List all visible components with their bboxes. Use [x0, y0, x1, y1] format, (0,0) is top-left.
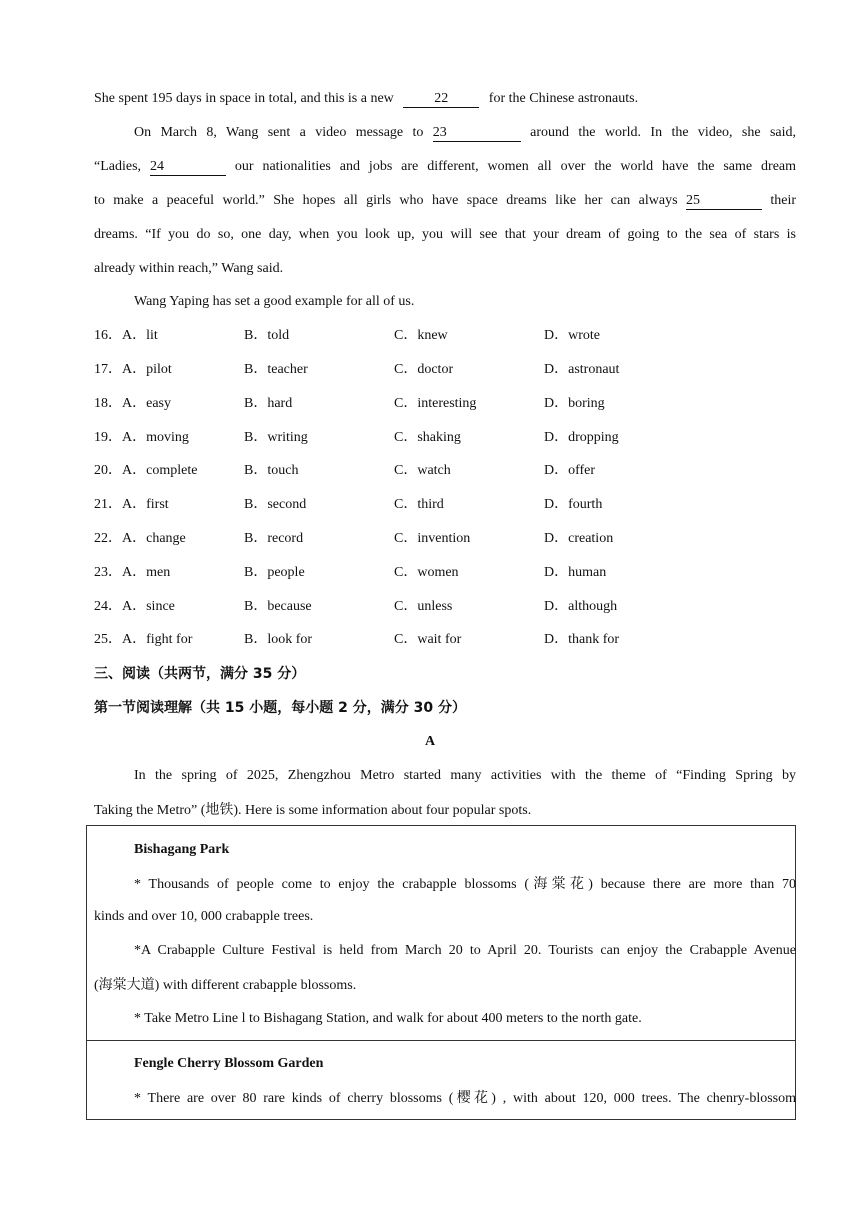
spot-detail-line: *A Crabapple Culture Festival is held from March 20 to April 20. Tourists can enjoy the Crabapple Avenue	[134, 943, 796, 958]
passage-text: their	[770, 193, 797, 208]
part-title: A	[424, 734, 436, 749]
option-d: D．boring	[544, 396, 605, 411]
passage-line-1	[94, 89, 796, 109]
option-d: D．fourth	[544, 497, 603, 512]
spot-detail-line	[94, 874, 796, 895]
option-c: C．watch	[394, 463, 451, 478]
question-20-options	[94, 461, 796, 481]
option-a: 22．A．change	[94, 531, 186, 546]
option-c: C．wait for	[394, 632, 462, 647]
intro-line-2	[94, 800, 796, 821]
option-d: D．creation	[544, 531, 614, 546]
option-d: D．thank for	[544, 632, 620, 647]
option-c: C．women	[394, 565, 459, 580]
option-b: B．because	[244, 599, 312, 614]
passage-line-4	[94, 191, 796, 211]
passage-line-6: already within reach,” Wang said.	[94, 261, 284, 276]
passage-text: She spent 195 days in space in total, and this is a new	[94, 91, 394, 106]
option-c: C．knew	[394, 328, 448, 343]
question-23-options	[94, 563, 796, 583]
blank-25: 25	[686, 193, 762, 210]
option-c: C．invention	[394, 531, 471, 546]
option-b: B．look for	[244, 632, 313, 647]
option-a: 23．A．men	[94, 565, 171, 580]
intro-text: Taking the Metro” (	[94, 803, 206, 818]
spot-detail-line	[94, 975, 796, 996]
spot-text: ) because there are more than 70	[588, 877, 796, 892]
option-a: 17．A．pilot	[94, 362, 172, 377]
option-b: B．writing	[244, 430, 308, 445]
spot-text: ) with different crabapple blossoms.	[154, 978, 357, 993]
spot-title-bishagang-park: Bishagang Park	[134, 842, 230, 857]
question-24-options	[94, 597, 796, 617]
option-d: D．dropping	[544, 430, 619, 445]
passage-line-3	[94, 157, 796, 177]
question-22-options	[94, 529, 796, 549]
option-d: D．although	[544, 599, 618, 614]
passage-text: our nationalities and jobs are different, women all over the world have the same dream	[234, 159, 797, 174]
passage-text: “Ladies,	[94, 159, 142, 174]
option-c: C．doctor	[394, 362, 454, 377]
passage-line-7: Wang Yaping has set a good example for all of us.	[134, 294, 415, 309]
option-a: 21．A．first	[94, 497, 169, 512]
question-16-options	[94, 326, 796, 346]
option-a: 16．A．lit	[94, 328, 158, 343]
option-b: B．told	[244, 328, 290, 343]
blank-23: 23	[433, 125, 521, 142]
passage-text: for the Chinese astronauts.	[488, 91, 639, 106]
blank-24: 24	[150, 159, 226, 176]
option-c: C．third	[394, 497, 444, 512]
passage-text: around the world. In the video, she said,	[530, 125, 796, 140]
option-b: B．people	[244, 565, 305, 580]
spot-text: * There are over 80 rare kinds of cherry blossoms (	[134, 1091, 454, 1106]
question-19-options	[94, 428, 796, 448]
question-17-options	[94, 360, 796, 380]
section-heading: 三、阅读（共两节，满分 35 分）	[94, 666, 306, 682]
option-d: D．astronaut	[544, 362, 620, 377]
intro-cjk-gloss: 地铁	[205, 802, 234, 818]
spot-detail-line: * Take Metro Line l to Bishagang Station, and walk for about 400 meters to the north gate.	[134, 1011, 642, 1026]
option-a: 19．A．moving	[94, 430, 189, 445]
spot-text: (	[94, 978, 99, 993]
option-d: D．wrote	[544, 328, 600, 343]
spot-cjk-gloss: 海棠大道	[98, 977, 155, 993]
passage-text: On March 8, Wang sent a video message to	[134, 125, 424, 140]
option-a: 24．A．since	[94, 599, 175, 614]
option-b: B．hard	[244, 396, 293, 411]
option-c: C．interesting	[394, 396, 477, 411]
spot-text: ) , with about 120, 000 trees. The chenry-blossom	[491, 1091, 797, 1106]
option-c: C．shaking	[394, 430, 461, 445]
passage-line-5: dreams. “If you do so, one day, when you look up, you will see that your dream of going to the sea of stars is	[94, 227, 796, 242]
option-a: 18．A．easy	[94, 396, 171, 411]
option-c: C．unless	[394, 599, 453, 614]
option-d: D．offer	[544, 463, 596, 478]
spot-title-fengle-garden: Fengle Cherry Blossom Garden	[134, 1056, 324, 1071]
option-b: B．second	[244, 497, 307, 512]
intro-line-1: In the spring of 2025, Zhengzhou Metro started many activities with the theme of “Finding Spring by	[134, 768, 796, 783]
option-b: B．touch	[244, 463, 299, 478]
intro-text: ). Here is some information about four popular spots.	[233, 803, 532, 818]
section-subheading: 第一节阅读理解（共 15 小题，每小题 2 分，满分 30 分）	[94, 700, 466, 716]
question-18-options	[94, 394, 796, 414]
spot-cjk-gloss: 樱花	[453, 1090, 492, 1106]
passage-line-2	[94, 123, 796, 143]
option-d: D．human	[544, 565, 607, 580]
option-a: 20．A．complete	[94, 463, 198, 478]
passage-text: to make a peaceful world.” She hopes all girls who have space dreams like her can always	[94, 193, 678, 208]
question-21-options	[94, 495, 796, 515]
blank-22: 22	[403, 91, 479, 108]
spot-text: * Thousands of people come to enjoy the crabapple blossoms (	[134, 877, 530, 892]
spot-cjk-gloss: 海棠花	[529, 876, 589, 892]
option-a: 25．A．fight for	[94, 632, 193, 647]
spot-detail-line	[94, 1088, 796, 1109]
question-25-options	[94, 630, 796, 650]
option-b: B．teacher	[244, 362, 308, 377]
spot-detail-line: kinds and over 10, 000 crabapple trees.	[94, 909, 314, 924]
option-b: B．record	[244, 531, 304, 546]
